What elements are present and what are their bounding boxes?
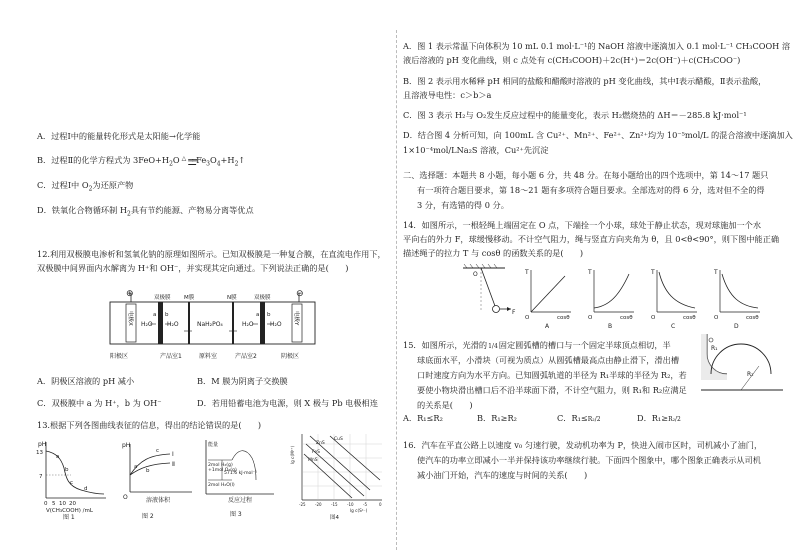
svg-text:2mol H₂O(l): 2mol H₂O(l) (208, 483, 235, 488)
svg-text:O: O (651, 315, 656, 321)
slider-ball (709, 338, 713, 342)
q13-option-b-line1: B．图 2 表示用水稀释 pH 相同的盐酸和醋酸时溶液的 pH 变化曲线，其中Ⅰ表示醋酸，Ⅱ表示盐酸， (403, 76, 767, 86)
svg-text:0: 0 (379, 502, 382, 507)
q13-option-b-line2: 且溶液导电性：c＞b＞a (403, 90, 492, 100)
option-c-o2: C．过程Ⅰ中 $O_2$为还原产物 (37, 180, 134, 193)
svg-text:原料室: 原料室 (199, 353, 218, 360)
q14-line2: 平向右的外力 F，球缓慢移动。不计空气阻力，绳与竖直方向夹角为 θ，且 0<θ<90°，则下图中能正确 (403, 234, 780, 244)
pendulum-ball (493, 306, 500, 313)
svg-text:H₂O: H₂O (141, 321, 153, 328)
m-membrane (188, 302, 190, 344)
svg-text:2mol H₂(g): 2mol H₂(g) (208, 463, 233, 468)
svg-text:能量: 能量 (208, 442, 219, 448)
q15-option-a: A．R₁≤R₂ (403, 413, 443, 423)
svg-text:O: O (525, 315, 530, 321)
svg-text:pH: pH (38, 441, 47, 448)
plus-sign: ⊕ (126, 289, 134, 299)
section2-line2: 有一项符合题目要求，第 18～21 题有多项符合题目要求。全部选对的得 6 分，选对但不全的得 (417, 185, 765, 195)
q12-option-a: A．阴极区溶液的 pH 减小 (37, 376, 135, 386)
svg-text:0: 0 (44, 501, 48, 507)
q13-option-d-line2: 1×10⁻⁴mol/LNa₂S 溶液，Cu²⁺先沉淀 (403, 145, 549, 155)
q13-figure-3 (200, 438, 280, 518)
svg-text:a: a (153, 312, 157, 318)
q13-figure-2 (120, 440, 195, 520)
svg-text:b: b (146, 468, 150, 474)
svg-text:a: a (134, 464, 138, 470)
section2-line1: 二、选择题：本题共 8 小题，每小题 6 分，共 48 分。在每小题给出的四个选项中，第 14～17 题只 (403, 170, 769, 180)
svg-text:cosθ: cosθ (746, 315, 759, 321)
q13-option-d-line1: D．结合图 4 分析可知，向 100mL 含 Cu²⁺、Mn²⁺、Fe²⁺、Zn²⁺均为 10⁻⁵mol/L 的混合溶液中逐滴加入 (403, 130, 793, 140)
svg-text:M膜: M膜 (184, 295, 195, 301)
svg-text:T: T (525, 269, 529, 276)
svg-text:5: 5 (52, 501, 56, 507)
svg-text:R₂: R₂ (747, 371, 754, 378)
bipolar-membrane-1 (158, 302, 163, 344)
svg-text:13: 13 (36, 450, 43, 456)
q12-option-c: C．双极膜中 a 为 H⁺，b 为 OH⁻ (37, 398, 162, 408)
q16-line2: 使汽车的功率立即减小一半并保持该功率继续行驶。下面四个图象中，哪个图象正确表示从司机 (417, 455, 761, 465)
q15-option-b: B．R₁≥R₂ (477, 413, 517, 423)
svg-text:-20: -20 (315, 502, 322, 507)
svg-text:ZnS: ZnS (316, 441, 325, 446)
q13-option-a-line1: A．图 1 表示常温下向体积为 10 mL 0.1 mol·L⁻¹的 NaOH 溶液中逐滴加入 0.1 mol·L⁻¹ CH₃COOH 溶 (403, 41, 791, 51)
svg-text:-15: -15 (331, 502, 338, 507)
svg-text:O: O (588, 315, 593, 321)
q14-graph-a (524, 269, 571, 330)
svg-text:NaH₂PO₄: NaH₂PO₄ (197, 321, 223, 328)
svg-text:阳极区: 阳极区 (110, 353, 129, 360)
svg-text:图4: 图4 (330, 515, 339, 521)
q15-line3: 口时速度方向为水平方向。已知圆弧轨道的半径为 R₁半球的半径为 R₂，若 (417, 370, 687, 380)
q13-figure-4 (290, 430, 385, 520)
q16-line3: 减小油门开始，汽车的速度与时间的关系( ) (417, 470, 588, 480)
svg-text:V(CH₃COOH) /mL: V(CH₃COOH) /mL (46, 508, 93, 514)
svg-text:a: a (56, 454, 60, 460)
svg-text:T: T (714, 269, 718, 276)
svg-text:c: c (156, 448, 160, 454)
q14-line3: 描述绳子的拉力 T 与 cosθ 的函数关系的是( ) (403, 248, 584, 258)
svg-text:T: T (588, 269, 592, 276)
svg-text:H₂O: H₂O (242, 321, 254, 328)
svg-text:反应过程: 反应过程 (228, 497, 253, 504)
q15-line1: 15．如图所示，光滑的1/4固定圆弧槽的槽口与一个固定半球顶点相切，半 (403, 340, 671, 350)
q15-line4: 要使小物块滑出槽口后不沿半球面下滑，不计空气阻力，则 R₁和 R₂应满足 (417, 385, 687, 395)
svg-text:产品室1: 产品室1 (160, 353, 182, 360)
right-column (397, 0, 794, 560)
svg-text:b: b (165, 312, 169, 318)
svg-text:电极X: 电极X (127, 311, 133, 326)
svg-text:7: 7 (39, 474, 43, 480)
svg-text:cosθ: cosθ (557, 315, 570, 321)
svg-text:Ⅱ: Ⅱ (172, 461, 175, 468)
bipolar-membrane-2 (260, 302, 265, 344)
svg-text:c: c (70, 480, 74, 486)
svg-text:20: 20 (69, 501, 76, 507)
svg-text:图 2: 图 2 (142, 513, 154, 520)
svg-text:a: a (256, 312, 260, 318)
svg-text:H₂O: H₂O (270, 321, 282, 328)
svg-text:O: O (473, 271, 478, 278)
svg-text:lg c(S²⁻): lg c(S²⁻) (350, 508, 368, 513)
svg-text:双极膜: 双极膜 (154, 295, 171, 301)
svg-text:d: d (84, 486, 88, 492)
q14-graph-d (713, 269, 760, 330)
svg-text:D: D (734, 323, 739, 330)
q14-figures (459, 262, 794, 330)
svg-text:O: O (714, 315, 719, 321)
svg-text:cosθ: cosθ (620, 315, 633, 321)
svg-text:cosθ: cosθ (683, 315, 696, 321)
svg-text:b: b (65, 467, 69, 473)
minus-sign: ⊖ (296, 289, 304, 299)
svg-text:lg c(M²⁺): lg c(M²⁺) (290, 445, 295, 464)
section2-line3: 3 分，有选错的得 0 分。 (417, 200, 509, 210)
svg-text:-10: -10 (347, 502, 354, 507)
svg-text:-25: -25 (299, 502, 306, 507)
svg-text:b: b (267, 312, 271, 318)
q12-option-d: D．若用铅蓄电池为电源，则 X 极与 Pb 电极相连 (197, 398, 378, 408)
svg-text:A: A (545, 323, 550, 330)
svg-text:N膜: N膜 (227, 295, 237, 301)
q12-line2: 双极膜中间界面内水解离为 H⁺和 OH⁻，并实现其定向通过。下列说法正确的是( ) (37, 263, 349, 273)
q13-figure-1 (36, 438, 111, 520)
svg-text:阴极区: 阴极区 (281, 353, 300, 360)
q13-stem: 13.根据下列各图曲线表征的信息，得出的结论错误的是( ) (37, 420, 262, 430)
svg-text:F: F (512, 309, 516, 316)
q15-line2: 球底面水平，小滑块（可视为质点）从圆弧槽最高点由静止滑下，滑出槽 (417, 355, 680, 365)
q15-option-d: D．R₁≥R₂/2 (637, 413, 681, 423)
svg-text:571.6 kJ·mol⁻¹: 571.6 kJ·mol⁻¹ (224, 471, 257, 476)
q14-line1: 14．如图所示，一根轻绳上端固定在 O 点，下端拴一个小球，球处于静止状态，现对球施加一个水 (403, 220, 762, 230)
option-d-iron-cycle: D．铁氧化合物循环制 $H_2$具有节约能源、产物易分离等优点 (37, 205, 254, 218)
q12-electrodialysis-diagram (100, 286, 325, 364)
svg-text:图 3: 图 3 (230, 511, 242, 518)
q15-line5: 的关系是( ) (417, 400, 473, 410)
q14-graph-c (650, 269, 697, 330)
svg-text:FeS: FeS (312, 450, 320, 455)
svg-text:图 1: 图 1 (63, 514, 75, 521)
svg-text:MnS: MnS (308, 458, 318, 463)
svg-text:双极膜: 双极膜 (254, 295, 271, 301)
q15-figure (697, 330, 787, 400)
q12-line1: 12.利用双极膜电渗析和氢氧化钠的原理如图所示。已知双极膜是一种复合膜，在直流电作用下， (37, 249, 386, 259)
svg-text:Ⅰ: Ⅰ (172, 451, 174, 458)
svg-text:电极Y: 电极Y (293, 311, 299, 326)
svg-text:10: 10 (59, 501, 66, 507)
q13-option-a-line2: 液后溶液的 pH 变化曲线，则 c 点处有 c(CH₃COOH)＋2c(H⁺)＝2c(OH⁻)＋c(CH₃COO⁻) (403, 55, 741, 65)
q12-option-b: B．M 膜为阴离子交换膜 (197, 376, 288, 386)
q16-line1: 16．汽车在平直公路上以速度 v₀ 匀速行驶，发动机功率为 P，快进入闹市区时，司机减小了油门， (403, 440, 763, 450)
q14-graph-b (587, 269, 634, 330)
n-membrane (232, 302, 234, 344)
svg-text:产品室2: 产品室2 (235, 353, 257, 360)
q15-option-c: C．R₁≤R₂/2 (557, 413, 601, 423)
svg-text:O: O (123, 494, 128, 501)
option-b-process2: B．过程Ⅱ的化学方程式为 $3FeO+H_2O$ △ $══Fe_3O_4+H_2↑$ (37, 155, 246, 168)
svg-text:pH: pH (122, 442, 131, 449)
svg-text:C: C (671, 323, 676, 330)
svg-text:R₁: R₁ (711, 345, 718, 352)
fig1-curve (46, 451, 104, 494)
svg-text:溶液体积: 溶液体积 (146, 497, 171, 504)
svg-text:B: B (608, 323, 613, 330)
svg-text:-5: -5 (363, 502, 367, 507)
option-a-process1: A．过程Ⅰ中的能量转化形式是太阳能→化学能 (37, 131, 201, 141)
svg-text:CuS: CuS (334, 437, 343, 442)
svg-text:+1mol O₂(g): +1mol O₂(g) (208, 468, 237, 473)
svg-text:T: T (651, 269, 655, 276)
q13-option-c: C．图 3 表示 H₂与 O₂发生反应过程中的能量变化，表示 H₂燃烧热的 ΔH＝－285.8 kJ·mol⁻¹ (403, 110, 747, 120)
svg-text:H₂O: H₂O (167, 321, 179, 328)
